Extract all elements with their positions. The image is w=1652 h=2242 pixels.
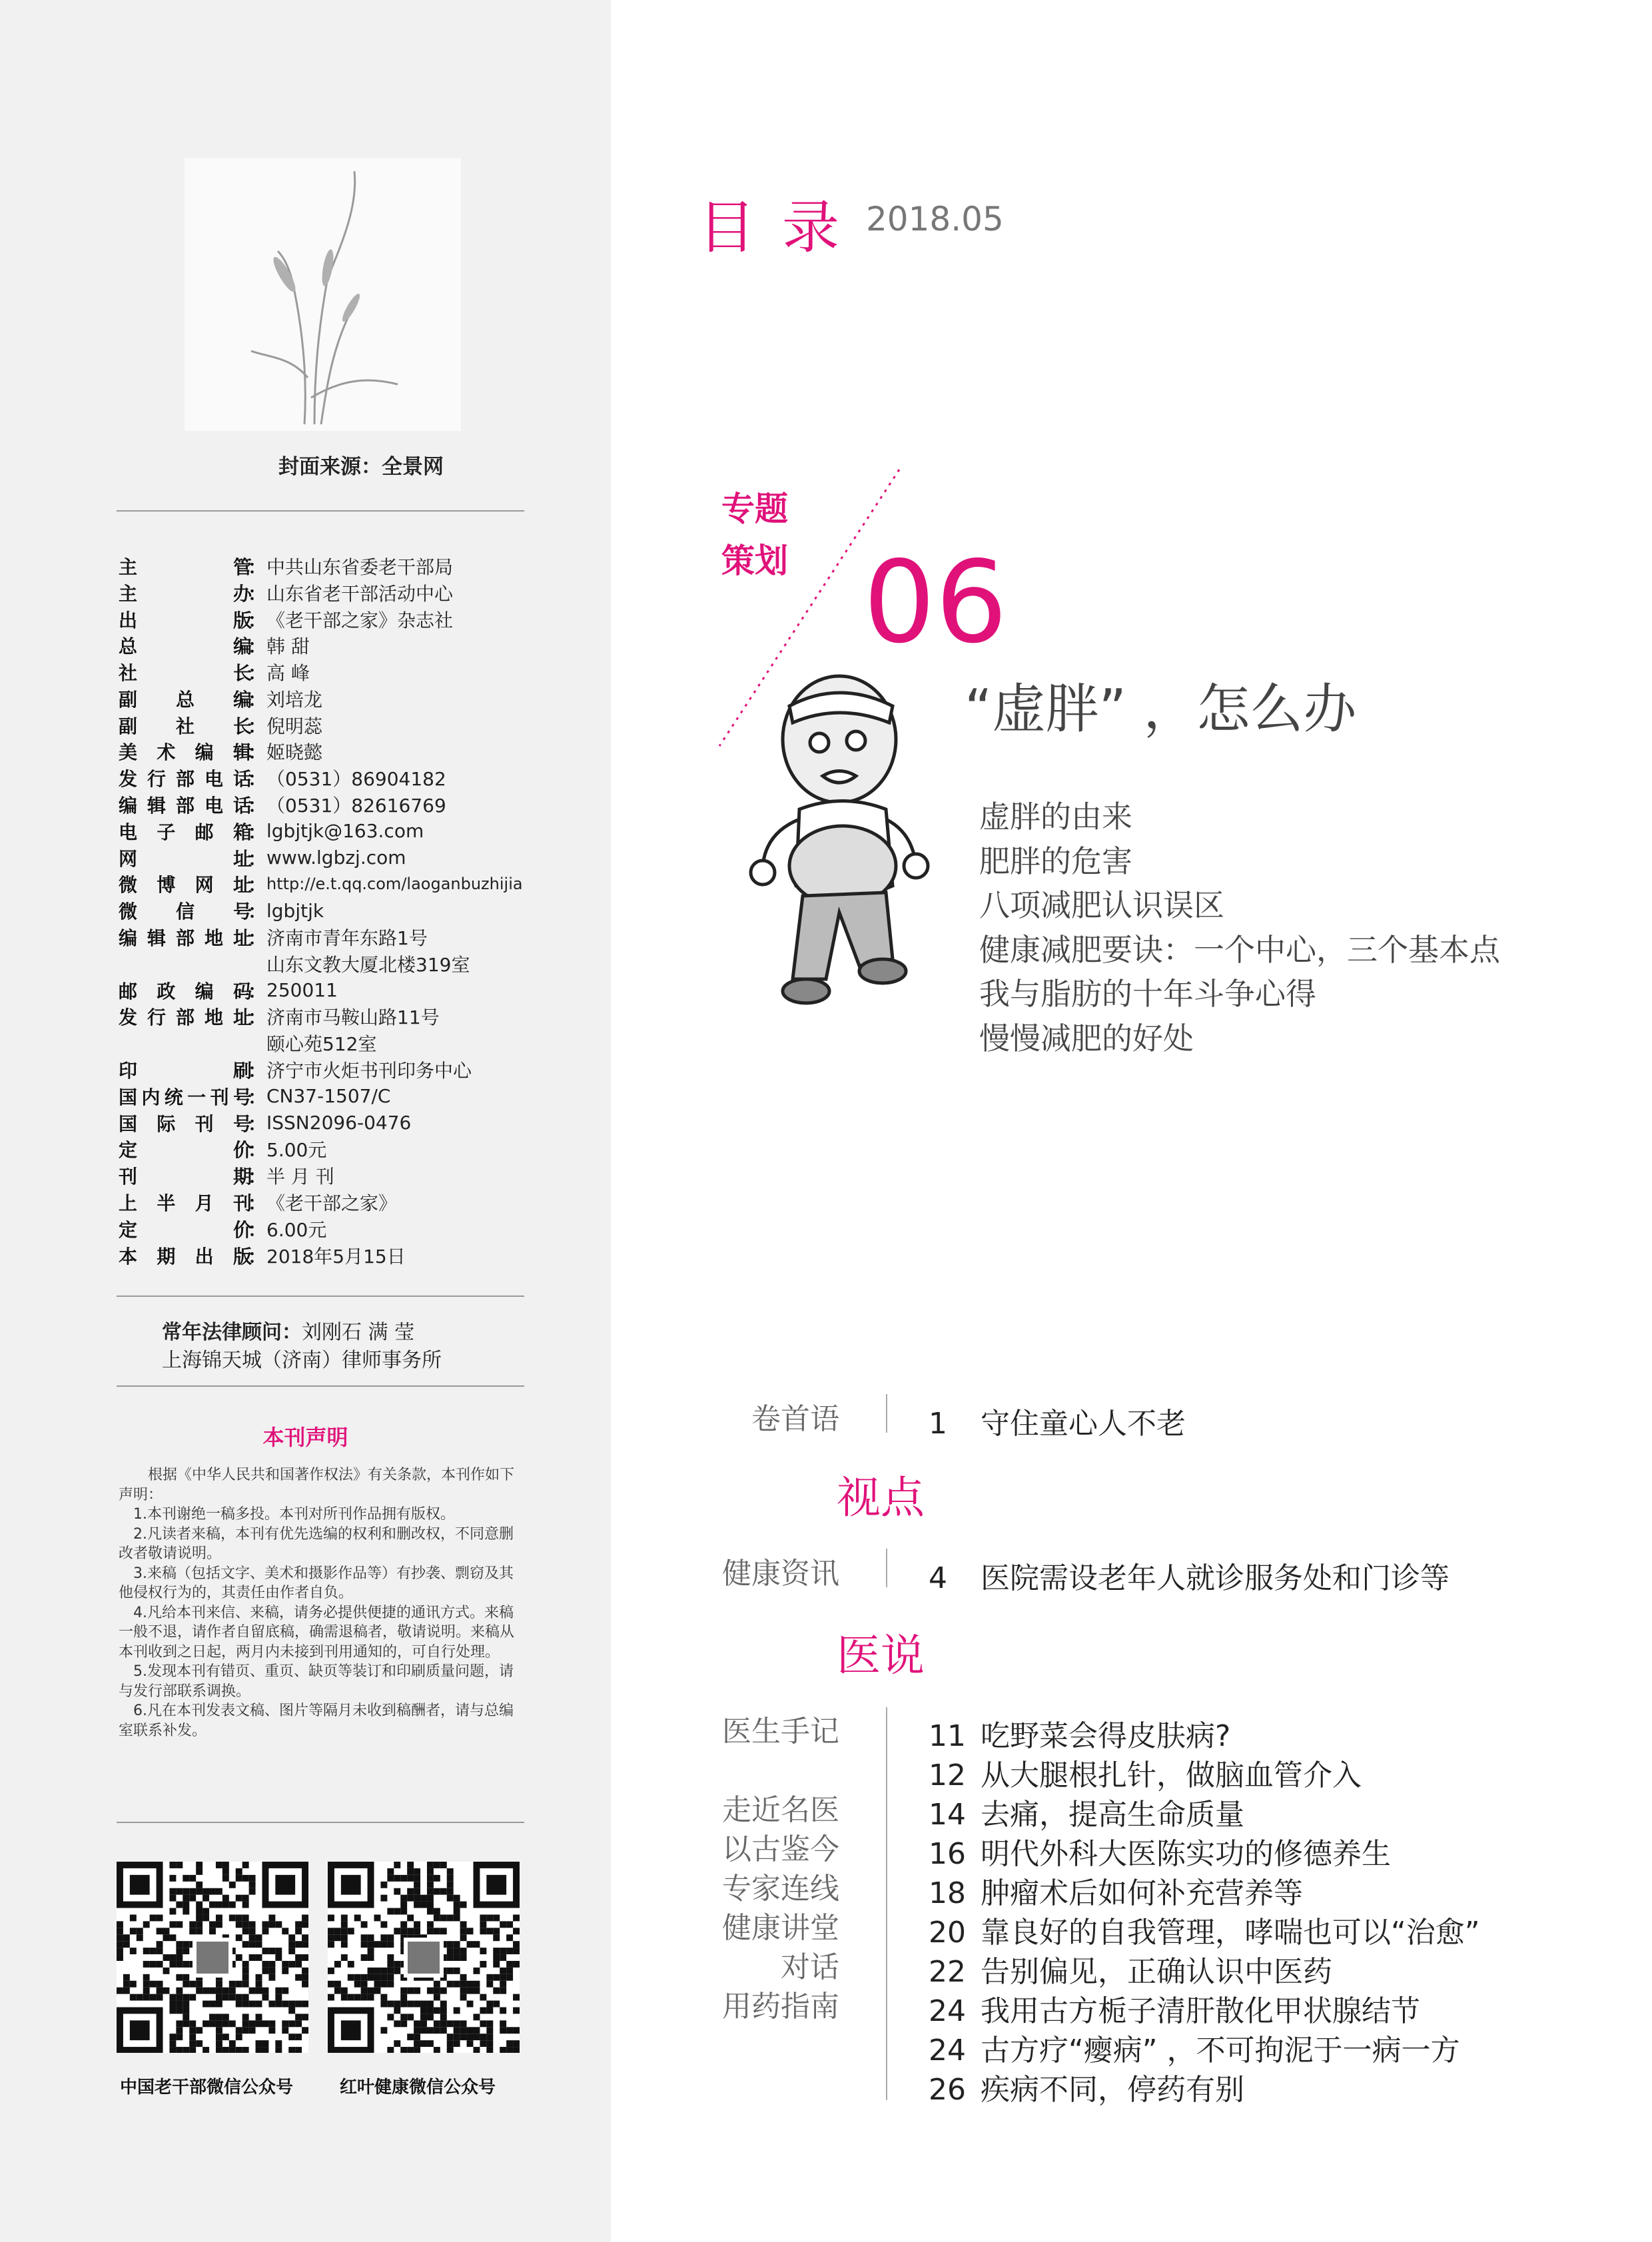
declaration-paragraph: 1.本刊谢绝一稿多投。本刊对所刊作品拥有版权。 bbox=[133, 1506, 455, 1523]
masthead-value: 山东省老干部活动中心 bbox=[266, 582, 454, 605]
masthead-label: 微 信 号 ： bbox=[119, 897, 266, 924]
masthead-label: 网 址 ： bbox=[119, 845, 266, 871]
masthead-row bbox=[119, 765, 532, 791]
masthead-label: 微 博 网 址 ： bbox=[119, 871, 266, 897]
masthead-label: 电 子 邮 箱 ： bbox=[119, 818, 266, 845]
masthead-value: （0531）82616769 bbox=[266, 795, 446, 817]
masthead-row bbox=[119, 739, 532, 765]
entry-title: 古方疗“瘿病” ，不可拘泥于一病一方 bbox=[981, 2034, 1460, 2067]
masthead-row bbox=[119, 897, 532, 924]
entry-page: 4 bbox=[929, 1561, 947, 1595]
masthead-row bbox=[119, 659, 532, 685]
section-label: 对话 bbox=[781, 1950, 839, 1984]
masthead-row bbox=[119, 1162, 532, 1189]
entry-title: 守住童心人不老 bbox=[981, 1407, 1186, 1441]
masthead-label: 定 价 ： bbox=[119, 1216, 266, 1242]
section-label-preface: 卷首语 bbox=[751, 1402, 839, 1436]
masthead-row bbox=[119, 1083, 532, 1110]
entry-title: 疾病不同，停药有别 bbox=[981, 2073, 1244, 2107]
section-label: 医生手记 bbox=[722, 1714, 839, 1748]
masthead-label: 美 术 编 辑 ： bbox=[119, 738, 266, 765]
masthead-label: 定 价 ： bbox=[119, 1136, 266, 1162]
qr-code-icon bbox=[117, 1862, 308, 2053]
entry-page: 1 bbox=[929, 1407, 947, 1441]
masthead-value: 济南市马鞍山路11号 bbox=[266, 1006, 440, 1029]
entry-page: 18 bbox=[929, 1876, 966, 1910]
entry-title: 告别偏见，正确认识中医药 bbox=[981, 1955, 1332, 1989]
entry-title: 靠良好的自我管理，哮喘也可以“治愈” bbox=[981, 1916, 1480, 1950]
masthead-value: 姬晓懿 bbox=[266, 741, 323, 764]
toc-entry[interactable] bbox=[929, 2065, 1244, 2108]
declaration-paragraph: 2.凡读者来稿，本刊有优先选编的权利和删改权，不同意删改者敬请说明。 bbox=[119, 1525, 514, 1562]
cover-thumbnail bbox=[185, 158, 461, 431]
toc-entry[interactable] bbox=[929, 1712, 1230, 1754]
masthead-value: 2018年5月15日 bbox=[266, 1245, 406, 1268]
feature-kicker-line1: 专题 bbox=[721, 490, 788, 528]
qr-code-icon bbox=[328, 1862, 520, 2053]
masthead-label: 上 半 月 刊 ： bbox=[119, 1189, 266, 1216]
masthead-row bbox=[119, 924, 532, 950]
feature-article-link[interactable]: 我与脂肪的十年斗争心得 bbox=[979, 976, 1316, 1012]
section-label: 健康讲堂 bbox=[722, 1911, 839, 1945]
feature-title[interactable]: “虚胖” ，怎么办 bbox=[965, 678, 1357, 740]
masthead-value: ISSN2096-0476 bbox=[266, 1112, 412, 1134]
masthead-value: 济南市青年东路1号 bbox=[266, 927, 428, 950]
qr-code-right[interactable] bbox=[328, 1862, 520, 2053]
entry-title: 从大腿根扎针，做脑血管介入 bbox=[981, 1758, 1362, 1792]
declaration-paragraph: 根据《中华人民共和国著作权法》有关条款，本刊作如下声明： bbox=[119, 1467, 515, 1503]
divider bbox=[117, 1385, 524, 1387]
entry-page: 12 bbox=[929, 1758, 966, 1792]
section-label: 用药指南 bbox=[722, 1990, 839, 2024]
masthead-label: 总 编 ： bbox=[119, 632, 266, 659]
masthead-row bbox=[119, 1030, 532, 1056]
masthead-row bbox=[119, 1110, 532, 1136]
entry-page: 16 bbox=[929, 1837, 966, 1871]
legal-counsel bbox=[162, 1319, 442, 1375]
masthead-row bbox=[119, 950, 532, 977]
masthead-row bbox=[119, 1242, 532, 1269]
section-divider bbox=[886, 1707, 887, 2100]
section-label: 走近名医 bbox=[722, 1793, 839, 1827]
feature-article-link[interactable]: 慢慢减肥的好处 bbox=[979, 1020, 1194, 1056]
masthead-row bbox=[119, 712, 532, 739]
cover-source: 封面来源：全景网 bbox=[278, 455, 444, 479]
masthead-row bbox=[119, 632, 532, 659]
counsel-names: 刘刚石 满 莹 bbox=[302, 1321, 415, 1344]
masthead-value: CN37-1507/C bbox=[266, 1085, 391, 1108]
masthead-row bbox=[119, 1004, 532, 1030]
declaration-paragraph: 4.凡给本刊来信、来稿，请务必提供便捷的通讯方式。来稿一般不退，请作者自留底稿，确需退稿者，敬请说明。来稿从本刊收到之日起，两月内未接到刊用通知的，可自行处理。 bbox=[119, 1604, 515, 1661]
masthead-value: 《老干部之家》杂志社 bbox=[266, 609, 454, 631]
qr-left-caption: 中国老干部微信公众号 bbox=[120, 2077, 294, 2097]
feature-article-link[interactable]: 健康减肥要诀：一个中心，三个基本点 bbox=[979, 931, 1500, 968]
declaration-text bbox=[119, 1465, 525, 1740]
toc-entry[interactable] bbox=[929, 1987, 1420, 2030]
toc-date: 2018.05 bbox=[866, 200, 1004, 238]
masthead-row bbox=[119, 553, 532, 579]
declaration-title: 本刊声明 bbox=[262, 1425, 348, 1450]
masthead-label: 发 行 部 地 址 ： bbox=[119, 1003, 266, 1030]
toc-entry[interactable] bbox=[929, 1790, 1244, 1833]
toc-entry[interactable] bbox=[929, 1751, 1362, 1794]
entry-page: 22 bbox=[929, 1955, 966, 1989]
divider bbox=[117, 1822, 524, 1823]
qr-code-left[interactable] bbox=[117, 1862, 308, 2053]
entry-page: 11 bbox=[929, 1719, 966, 1753]
section-heading-medical: 医说 bbox=[837, 1630, 925, 1681]
feature-article-list bbox=[979, 795, 1500, 1060]
masthead-value: 济宁市火炬书刊印务中心 bbox=[266, 1060, 472, 1082]
entry-title: 肿瘤术后如何补充营养等 bbox=[981, 1876, 1303, 1910]
entry-page: 26 bbox=[929, 2073, 966, 2107]
section-label-health-news: 健康资讯 bbox=[722, 1557, 839, 1591]
toc-entry[interactable] bbox=[929, 1869, 1303, 1912]
entry-title: 去痛，提高生命质量 bbox=[981, 1798, 1244, 1832]
masthead-value: 5.00元 bbox=[266, 1139, 327, 1162]
masthead-row bbox=[119, 791, 532, 818]
masthead-row bbox=[119, 1136, 532, 1163]
masthead-row bbox=[119, 685, 532, 712]
declaration-paragraph: 5.发现本刊有错页、重页、缺页等装订和印刷质量问题，请与发行部联系调换。 bbox=[119, 1663, 514, 1700]
feature-article-link[interactable]: 八项减肥认识误区 bbox=[979, 887, 1224, 923]
masthead-label: 主 管 ： bbox=[119, 553, 266, 579]
masthead-value: lgbjtjk bbox=[266, 899, 324, 922]
masthead-label: 刊 期 ： bbox=[119, 1162, 266, 1189]
masthead-row bbox=[119, 977, 532, 1004]
masthead-label: 出 版 ： bbox=[119, 606, 266, 633]
toc-entry[interactable] bbox=[929, 2026, 1460, 2069]
feature-kicker bbox=[721, 483, 788, 587]
masthead-row bbox=[119, 845, 532, 871]
divider bbox=[117, 510, 524, 512]
masthead-value: 250011 bbox=[266, 979, 338, 1002]
entry-title: 我用古方栀子清肝散化甲状腺结节 bbox=[981, 1994, 1420, 2028]
masthead-value: 中共山东省委老干部局 bbox=[266, 556, 454, 578]
feature-article-link[interactable]: 虚胖的由来 bbox=[979, 799, 1132, 835]
masthead-label: 国 际 刊 号 ： bbox=[119, 1110, 266, 1136]
section-label: 专家连线 bbox=[722, 1872, 839, 1906]
masthead-label: 副 社 长 ： bbox=[119, 712, 266, 739]
entry-page: 14 bbox=[929, 1798, 966, 1832]
divider bbox=[117, 1296, 524, 1297]
section-divider bbox=[886, 1394, 887, 1433]
masthead-label: 发 行 部 电 话 ： bbox=[119, 765, 266, 791]
masthead-value: 倪明蕊 bbox=[266, 715, 323, 737]
masthead-value: 高 峰 bbox=[266, 662, 310, 685]
masthead-value: 半 月 刊 bbox=[266, 1166, 334, 1188]
masthead-value: （0531）86904182 bbox=[266, 768, 446, 791]
masthead-label: 邮 政 编 码 ： bbox=[119, 977, 266, 1004]
wheat-icon bbox=[185, 158, 461, 431]
masthead-row bbox=[119, 1189, 532, 1216]
qr-right-caption: 红叶健康微信公众号 bbox=[340, 2077, 496, 2097]
masthead-label: 副 总 编 ： bbox=[119, 685, 266, 712]
masthead-row bbox=[119, 1216, 532, 1242]
entry-page: 24 bbox=[929, 2034, 966, 2067]
masthead-value: 《老干部之家》 bbox=[266, 1192, 398, 1215]
masthead-label: 印 刷 ： bbox=[119, 1056, 266, 1083]
masthead-label: 国 内 统 一 刊 号 ： bbox=[119, 1083, 266, 1110]
masthead-value: http://e.t.qq.com/laoganbuzhijia bbox=[266, 875, 523, 894]
jogging-man-illustration bbox=[726, 666, 946, 1012]
toc-entry[interactable] bbox=[929, 1399, 1186, 1442]
feature-article-link[interactable]: 肥胖的危害 bbox=[979, 843, 1132, 879]
masthead-value: 韩 甜 bbox=[266, 635, 310, 658]
masthead-value: 山东文教大厦北楼319室 bbox=[266, 953, 470, 976]
toc-entry[interactable] bbox=[929, 1908, 1480, 1951]
declaration-paragraph: 6.凡在本刊发表文稿、图片等隔月未收到稿酬者，请与总编室联系补发。 bbox=[119, 1702, 514, 1739]
entry-page: 24 bbox=[929, 1994, 966, 2028]
entry-page: 20 bbox=[929, 1916, 966, 1950]
masthead-row bbox=[119, 1056, 532, 1083]
entry-title: 吃野菜会得皮肤病? bbox=[981, 1719, 1231, 1753]
toc-title: 目录 bbox=[698, 194, 866, 261]
masthead-value: www.lgbzj.com bbox=[266, 847, 406, 869]
masthead-value: 6.00元 bbox=[266, 1218, 327, 1241]
section-label: 以古鉴今 bbox=[722, 1832, 839, 1866]
toc-entry[interactable] bbox=[929, 1554, 1449, 1597]
masthead-row bbox=[119, 579, 532, 606]
masthead-label: 编 辑 部 电 话 ： bbox=[119, 791, 266, 818]
sidebar bbox=[0, 0, 611, 2242]
entry-title: 医院需设老年人就诊服务处和门诊等 bbox=[981, 1561, 1449, 1595]
masthead-label: 编 辑 部 地 址 ： bbox=[119, 924, 266, 950]
counsel-label: 常年法律顾问： bbox=[162, 1321, 302, 1344]
toc-entry[interactable] bbox=[929, 1830, 1391, 1872]
masthead-label: 社 长 ： bbox=[119, 659, 266, 685]
counsel-firm: 上海锦天城（济南）律师事务所 bbox=[162, 1349, 442, 1372]
entry-title: 明代外科大医陈实功的修德养生 bbox=[981, 1837, 1391, 1871]
section-heading-viewpoint: 视点 bbox=[837, 1472, 925, 1523]
masthead-row bbox=[119, 606, 532, 633]
masthead-value: lgbjtjk@163.com bbox=[266, 820, 424, 843]
declaration-paragraph: 3.来稿（包括文字、美术和摄影作品等）有抄袭、剽窃及其他侵权行为的，其责任由作者自负。 bbox=[119, 1565, 514, 1601]
masthead-label: 主 办 ： bbox=[119, 579, 266, 606]
masthead-value: 刘培龙 bbox=[266, 688, 323, 711]
masthead-row bbox=[119, 818, 532, 845]
toc-entry[interactable] bbox=[929, 1948, 1332, 1990]
feature-kicker-line2: 策划 bbox=[721, 542, 788, 580]
masthead-row bbox=[119, 871, 532, 898]
feature-page-number: 06 bbox=[863, 537, 1008, 669]
masthead-label: 本 期 出 版 ： bbox=[119, 1242, 266, 1269]
masthead-value: 颐心苑512室 bbox=[266, 1033, 377, 1056]
section-divider bbox=[886, 1549, 887, 1587]
masthead bbox=[119, 553, 532, 1269]
